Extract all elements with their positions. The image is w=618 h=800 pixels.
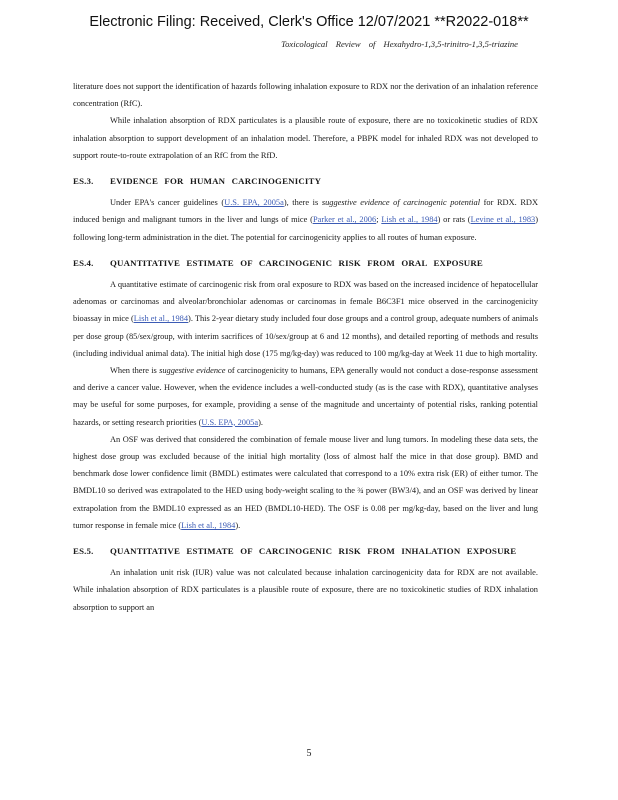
citation-link[interactable]: Lish et al., 1984 [381,215,438,225]
paragraph: A quantitative estimate of carcinogenic risk from oral exposure to RDX was based on the increased incidence of hepatocellular adenomas or carcinomas and alveolar/bronchiolar adenomas or carcinomas in female B6C3F1 mice observed in the carcinogenicity bioassay in mice (Lish et al., 1984). This 2-year dietary study included four dose groups and a control group, adequate numbers of animals per dose group (85/sex/group, with interim sacrifices of 10/sex/group at 6 and 12 months), and detailed reporting of methods and results (including individual animal data). The initial high dose (175 mg/kg-day) was reduced to 100 mg/kg-day at Week 11 due to high mortality. [73,280,539,358]
paragraph: While inhalation absorption of RDX particulates is a plausible route of exposure, there are no toxicokinetic studies of RDX inhalation absorption to support development of an inhalation model. Therefore, a PBPK model for inhaled RDX was not developed to support route-to-route extrapolation of an RfC from the RfD. [73,116,538,160]
citation-link[interactable]: Lish et al., 1984 [133,314,189,324]
filing-stamp: Electronic Filing: Received, Clerk's Office 12/07/2021 **R2022-018** [89,14,529,30]
section-heading-es5 [73,543,538,560]
section-number: ES.3. [73,176,94,187]
citation-link[interactable]: Parker et al., 2006 [312,215,377,225]
citation-link[interactable]: Lish et al., 1984 [181,520,236,530]
section-title: QUANTITATIVE ESTIMATE OF CARCINOGENIC RISK FROM INHALATION EXPOSURE [110,546,517,557]
citation-link[interactable]: U.S. EPA, 2005a [201,417,259,427]
citation-link[interactable]: U.S. EPA, 2005a [224,198,284,208]
paragraph: literature does not support the identification of hazards following inhalation exposure to RDX nor the derivation of an inhalation reference concentration (RfC). [73,82,538,109]
section-number: ES.5. [73,546,94,557]
running-head: Toxicological Review of Hexahydro-1,3,5-trinitro-1,3,5-triazine [281,39,518,49]
citation-link[interactable]: Levine et al., 1983 [470,215,536,225]
page-number: 5 [306,748,312,759]
paragraph: Under EPA's cancer guidelines (U.S. EPA, 2005a), there is suggestive evidence of carcinogenic potential for RDX. RDX induced benign and malignant tumors in the liver and lungs of mice (Parker et al., 2006; Lish et al., 1984) or rats (Levine et al., 1983) following long-term administration in the diet. The potential for carcinogenicity applies to all routes of human exposure. [73,198,539,242]
paragraph: An OSF was derived that considered the combination of female mouse liver and lung tumors. In modeling these data sets, the highest dose group was excluded because of the initial high mortality (loss of almost half the mice in that dose group). BMD and benchmark dose lower confidence limit (BMDL) estimates were calculated that correspond to a 10% extra risk (ER) of either tumor. The BMDL10 so derived was extrapolated to the HED using body-weight scaling to the ¾ power (BW3/4), and an OSF was derived by linear extrapolation from the BMDL10 expressed as an HED (BMDL10-HED). The OSF is 0.08 per mg/kg-day, based on the liver and lung tumor response in female mice (Lish et al., 1984). [73,434,538,530]
document-body [73,78,538,616]
section-heading-es3 [73,173,538,190]
section-title: QUANTITATIVE ESTIMATE OF CARCINOGENIC RISK FROM ORAL EXPOSURE [110,257,483,268]
paragraph: When there is suggestive evidence of carcinogenicity to humans, EPA generally would not conduct a dose-response assessment and derive a cancer value. However, when the evidence includes a well-conducted study (as is the case with RDX), quantitative analyses may be useful for some purposes, for example, providing a sense of the magnitude and uncertainty of potential risks, ranking potential hazards, or setting research priorities (U.S. EPA, 2005a). [73,366,538,427]
section-heading-es4 [73,255,538,272]
section-title: EVIDENCE FOR HUMAN CARCINOGENICITY [110,176,322,187]
paragraph: An inhalation unit risk (IUR) value was not calculated because inhalation carcinogenicity data for RDX are not available. While inhalation absorption of RDX particulates is a plausible route of exposure, there are no toxicokinetic studies of RDX inhalation absorption to support an [73,568,538,612]
section-number: ES.4. [73,257,94,268]
